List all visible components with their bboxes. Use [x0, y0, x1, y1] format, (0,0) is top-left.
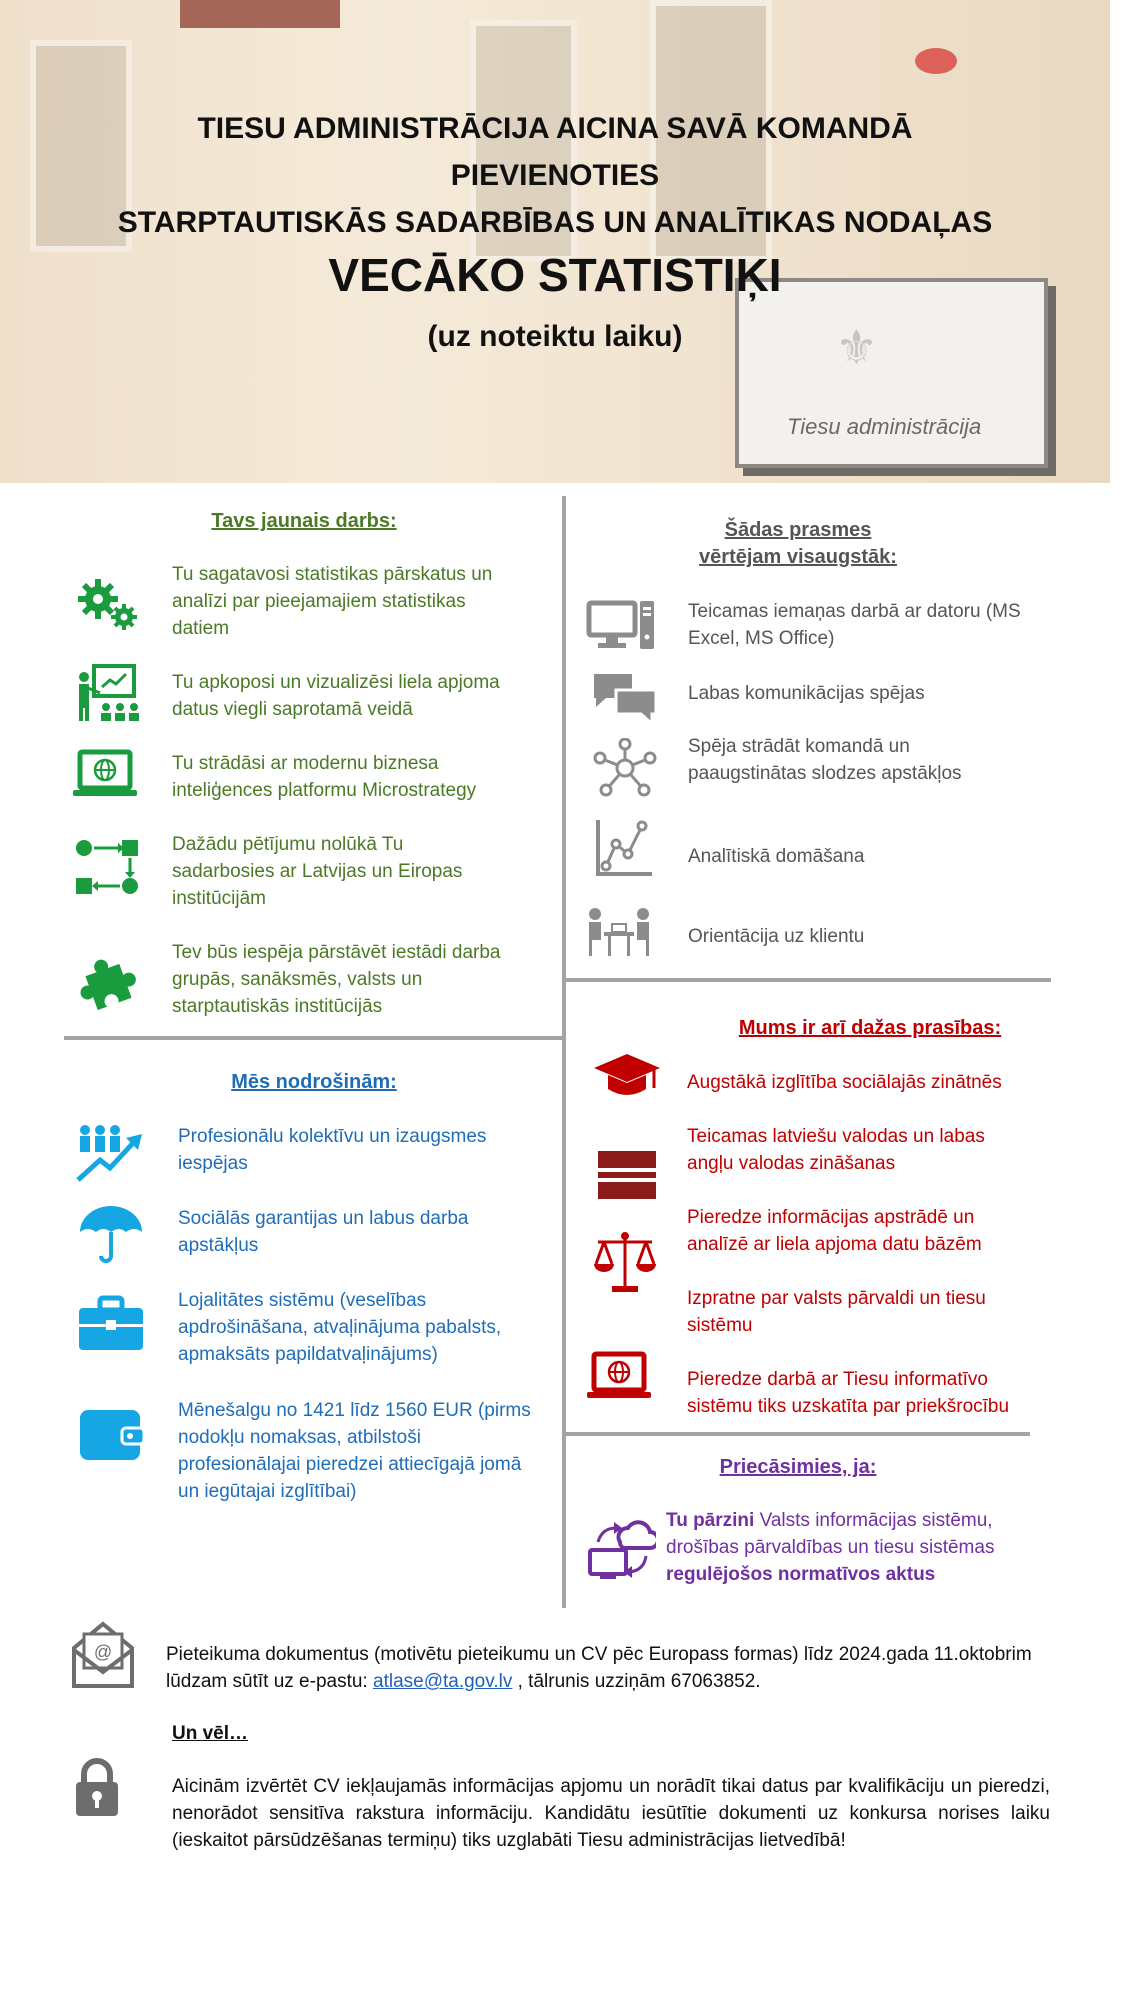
skills-item-1: Teicamas iemaņas darbā ar datoru (MS Excel, MS Office)	[688, 601, 1021, 649]
email-link[interactable]: atlase@ta.gov.lv	[373, 1671, 513, 1692]
requirements-item-1: Augstākā izglītība sociālajās zinātnēs	[687, 1072, 1002, 1093]
bonus-text: Tu pārzini Valsts informācijas sistēmu, drošības pārvaldības un tiesu sistēmas regulējošos normatīvos aktus	[666, 1510, 995, 1585]
puzzle-icon	[76, 950, 146, 1010]
network-icon	[590, 738, 660, 798]
flow-icon	[74, 838, 144, 898]
offer-item-4: Mēnešalgu no 1421 līdz 1560 EUR (pirms nodokļu nomaksas, atbilstoši profesionālajai pieredzei attiecīgajā jomā un iegūtajai izglītībai)	[178, 1400, 531, 1502]
section-divider	[64, 1036, 564, 1040]
laptop-globe-icon	[584, 1348, 654, 1408]
skills-item-4: Analītiskā domāšana	[688, 846, 865, 867]
requirements-title: Mums ir arī dažas prasības:	[738, 1017, 1002, 1039]
chart-icon	[590, 818, 660, 878]
graduation-cap-icon	[592, 1048, 662, 1108]
column-divider	[562, 496, 566, 1608]
requirements-item-4: Izpratne par valsts pārvaldi un tiesu sistēmu	[687, 1288, 986, 1336]
hero-banner	[0, 0, 1110, 483]
job-item-5: Tev būs iespēja pārstāvēt iestādi darba grupās, sanāksmēs, valsts un starptautiskās institūcijās	[172, 942, 501, 1017]
skills-item-2: Labas komunikācijas spējas	[688, 683, 925, 704]
job-item-4: Dažādu pētījumu nolūkā Tu sadarbosies ar Latvijas un Eiropas institūcijām	[172, 834, 463, 909]
job-item-1: Tu sagatavosi statistikas pārskatus un analīzi par pieejamajiem statistikas datiem	[172, 564, 493, 639]
flag-icon	[592, 1145, 662, 1205]
meeting-icon	[584, 902, 654, 962]
skills-item-3: Spēja strādāt komandā un paaugstinātas slodzes apstākļos	[688, 736, 962, 784]
offer-item-3: Lojalitātes sistēmu (veselības apdrošināšana, atvaļinājuma pabalsts, apmaksāts papildatvaļinājums)	[178, 1290, 502, 1365]
briefcase-icon	[76, 1294, 146, 1354]
offer-item-1: Profesionālu kolektīvu un izaugsmes iespējas	[178, 1126, 487, 1174]
requirements-item-2: Teicamas latviešu valodas un labas angļu valodas zināšanas	[687, 1126, 985, 1174]
gears-icon	[74, 573, 144, 633]
section-divider	[566, 1432, 1030, 1436]
lamp-decoration	[915, 48, 957, 74]
skills-item-5: Orientācija uz klientu	[688, 926, 865, 947]
chat-icon	[590, 668, 660, 728]
skills-title: Šādas prasmes vērtējam visaugstāk:	[699, 519, 897, 568]
section-divider	[566, 978, 1051, 982]
more-text: Aicinām izvērtēt CV iekļaujamās informācijas apjomu un norādīt tikai datus par kvalifikāciju un pieredzi, nenorādot sensitīva rakstura informāciju. Kandidātu iesūtītie dokumenti uz konkursa norises laiku (ieskaitot pārsūdzēšanas termiņu) tiks uzglabāti Tiesu administrācijas lietvedībā!	[172, 1776, 1050, 1851]
presenter-icon	[74, 663, 144, 723]
crest-icon: ⚜	[835, 322, 879, 375]
apply-text: Pieteikuma dokumentus (motivētu pieteikumu un CV pēc Europass formas) līdz 2024.gada 11.oktobrim lūdzam sūtīt uz e-pastu: atlase@ta.gov.lv , tālrunis uzziņām 67063852.	[166, 1644, 1032, 1692]
envelope-mail-icon	[70, 1620, 136, 1690]
job-item-2: Tu apkoposi un vizualizēsi liela apjoma datus viegli saprotamā veidā	[172, 672, 500, 720]
cloud-computer-icon	[586, 1516, 656, 1582]
header-title: TIESU ADMINISTRĀCIJA AICINA SAVĀ KOMANDĀ PIEVIENOTIES STARPTAUTISKĀS SADARBĪBAS UN ANALĪTIKAS NODAĻAS	[117, 112, 993, 239]
wallet-icon	[76, 1406, 146, 1466]
sign-text: Tiesu administrācija	[787, 414, 982, 439]
offer-title: Mēs nodrošinām:	[231, 1071, 397, 1093]
scales-icon	[590, 1228, 660, 1298]
job-title: Tavs jaunais darbs:	[211, 510, 397, 532]
more-title: Un vēl…	[172, 1723, 249, 1744]
umbrella-icon	[76, 1204, 146, 1264]
building-sign	[735, 278, 1048, 468]
job-item-3: Tu strādāsi ar modernu biznesa inteliģences platformu Microstrategy	[172, 753, 477, 801]
team-growth-icon	[76, 1124, 146, 1184]
computer-icon	[586, 597, 656, 657]
requirements-item-5: Pieredze darbā ar Tiesu informatīvo sistēmu tiks uzskatīta par priekšrocību	[687, 1369, 1010, 1417]
position-term: (uz noteiktu laiku)	[427, 320, 683, 353]
roof-decoration	[180, 0, 340, 28]
position-title: VECĀKO STATISTIĶI	[328, 249, 782, 301]
laptop-globe-icon	[70, 746, 140, 806]
offer-item-2: Sociālās garantijas un labus darba apstākļus	[178, 1208, 469, 1256]
padlock-icon	[72, 1758, 122, 1818]
svg-text:@: @	[93, 1642, 113, 1662]
bonus-title: Priecāsimies, ja:	[719, 1456, 877, 1478]
requirements-item-3: Pieredze informācijas apstrādē un analīzē ar liela apjoma datu bāzēm	[687, 1207, 982, 1255]
